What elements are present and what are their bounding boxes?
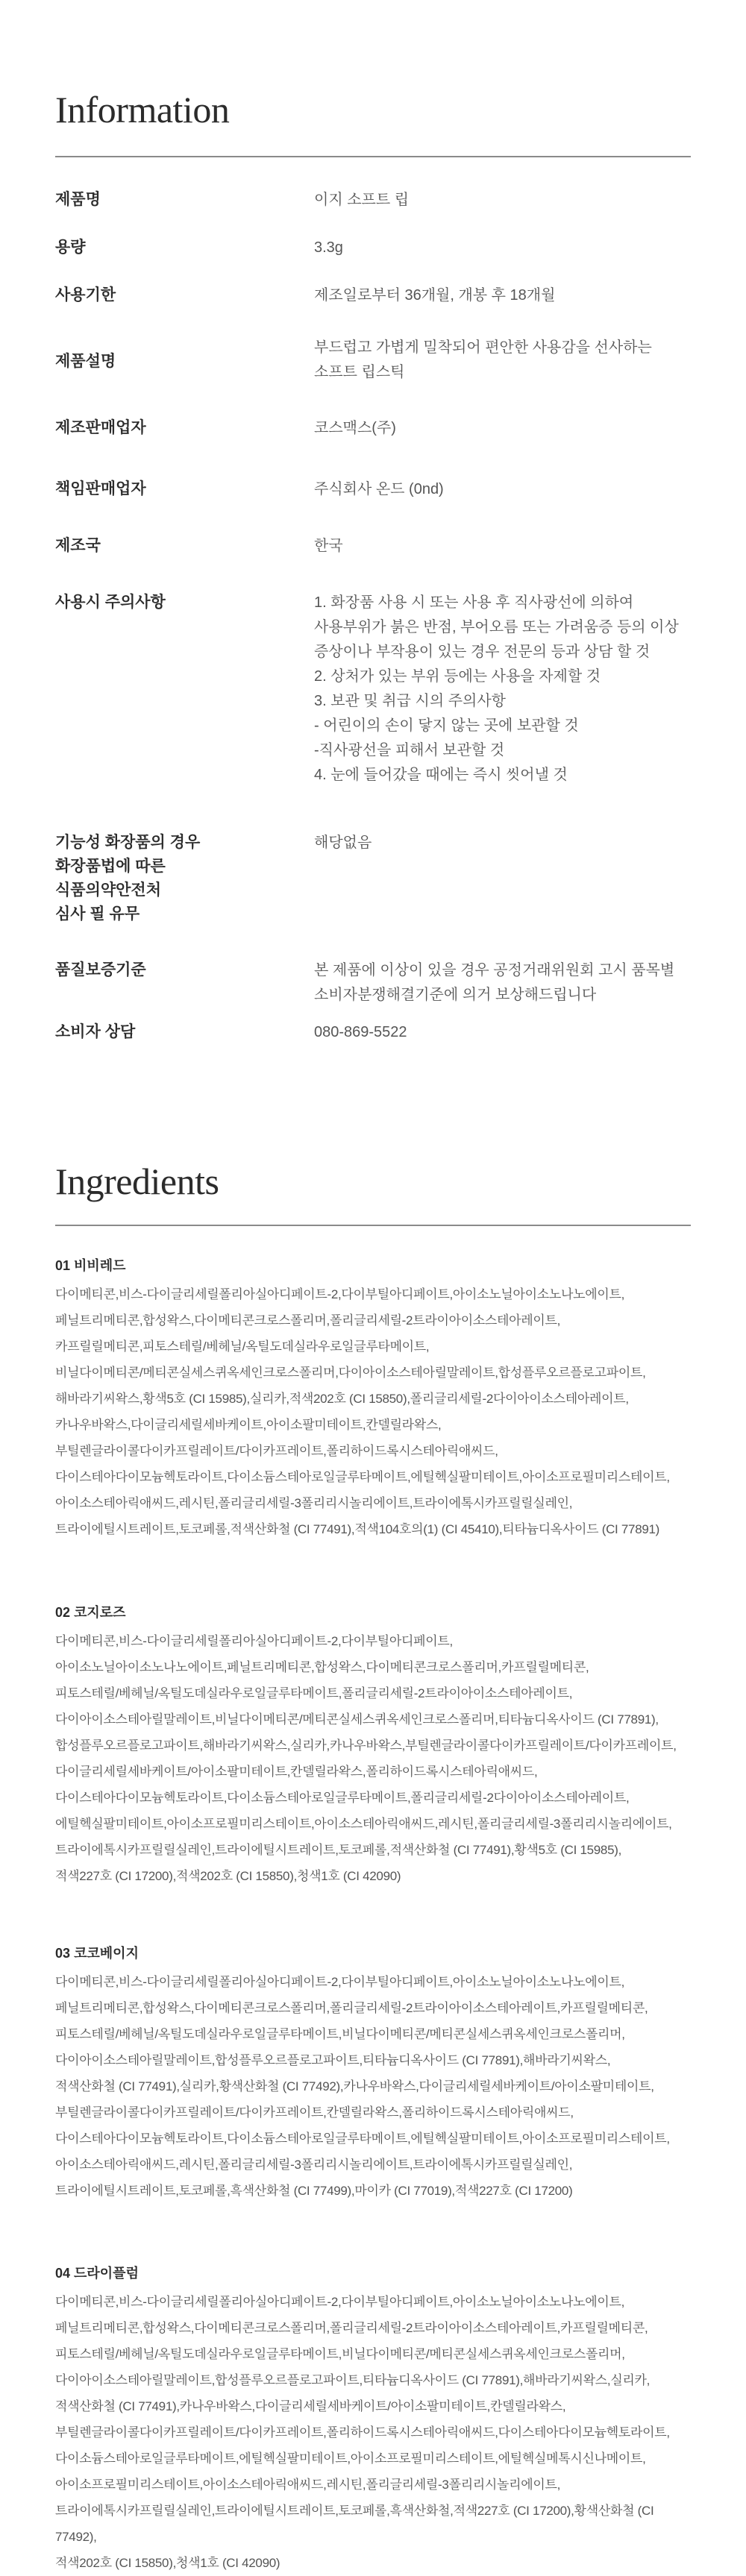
information-title: Information: [55, 89, 230, 131]
ingredient-item-dry-plum: [55, 2264, 691, 2576]
info-value: 본 제품에 이상이 있을 경우 공정거래위원회 고시 품목별 소비자분쟁해결기준에 의거 보상해드립니다: [314, 962, 675, 1003]
ingredients-divider: [55, 1225, 691, 1226]
info-value: 한국: [314, 538, 343, 554]
ingredient-item-bibi-red: [55, 1257, 691, 1542]
info-label: 용량: [55, 239, 86, 256]
ingredient-list: 다이메티콘,비스-다이글리세릴폴리아실아디페이트-2,다이부틸아디페이트, 아이소노닐아이소노나노에이트,페닐트리메티콘,합성왁스,다이메티콘크로스폴리머,카프릴릴메티콘, 피토스테릴/베헤닐/옥틸도데실라우로일글루타메이트,폴리글리세릴-2트라이아이소스테아레이트, 다이아이소스테아릴말레이트,비닐다이메티콘/메티콘실세스퀴옥세인크로스폴리머,티타늄디옥사이드 (CI 77891), 합성플루오르플로고파이트,해바라기씨왁스,실리카,카나우바왁스,부틸렌글라이콜다이카프릴레이트/다이카프레이트, 다이글리세릴세바케이트/아이소팔미테이트,칸델릴라왁스,폴리하이드록시스테아릭애씨드, 다이스테아다이모늄헥토라이트,다이소듐스테아로일글루타메이트,폴리글리세릴-2다이아이소스테아레이트, 에틸헥실팔미테이트,아이소프로필미리스테이트,아이소스테아릭애씨드,레시틴,폴리글리세릴-3폴리리시놀리에이트, 트라이에톡시카프릴릴실레인,트라이에틸시트레이트,토코페롤,적색산화철 (CI 77491),황색5호 (CI 15985), 적색227호 (CI 17200),적색202호 (CI 15850),청색1호 (CI 42090): [55, 1634, 677, 1883]
info-label: 제품명: [55, 191, 101, 208]
info-label: 제조국: [55, 537, 101, 554]
info-value: 코스맥스(주): [314, 420, 396, 436]
info-value: 080-869-5522: [314, 1024, 407, 1040]
info-label: 소비자 상담: [55, 1023, 136, 1040]
information-divider: [55, 156, 691, 157]
ingredient-item-coco-beige: [55, 1944, 691, 2204]
info-value: 이지 소프트 립: [314, 192, 410, 208]
info-value: 제조일로부터 36개월, 개봉 후 18개월: [314, 287, 556, 304]
info-label: 제조판매업자: [55, 419, 146, 436]
ingredient-shade-name: 04 드라이플럼: [55, 2266, 139, 2281]
ingredient-shade-name: 02 코지로즈: [55, 1605, 126, 1620]
info-value: 주식회사 온드 (0nd): [314, 481, 444, 497]
info-label: 제품설명: [55, 353, 116, 370]
ingredient-shade-name: 01 비비레드: [55, 1258, 126, 1273]
info-value: 1. 화장품 사용 시 또는 사용 후 직사광선에 의하여 사용부위가 붉은 반점, 부어오름 또는 가려움증 등의 이상 증상이나 부작용이 있는 경우 전문의 등과 상담 할 것 2. 상처가 있는 부위 등에는 사용을 자제할 것 3. 보관 및 취급 시의 주의사항 - 어린이의 손이 닿지 않는 곳에 보관할 것 -직사광선을 피해서 보관할 것 4. 눈에 들어갔을 때에는 즉시 씻어낼 것: [314, 594, 679, 783]
info-label: 기능성 화장품의 경우 화장품법에 따른 식품의약안전처 심사 필 유무: [55, 834, 201, 923]
ingredient-list: 다이메티콘,비스-다이글리세릴폴리아실아디페이트-2,다이부틸아디페이트,아이소노닐아이소노나노에이트, 페닐트리메티콘,합성왁스,다이메티콘크로스폴리머,폴리글리세릴-2트라이아이소스테아레이트, 카프릴릴메티콘,피토스테릴/베헤닐/옥틸도데실라우로일글루타메이트, 비닐다이메티콘/메티콘실세스퀴옥세인크로스폴리머,다이아이소스테아릴말레이트,합성플루오르플로고파이트, 해바라기씨왁스,황색5호 (CI 15985),실리카,적색202호 (CI 15850),폴리글리세릴-2다이아이소스테아레이트, 카나우바왁스,다이글리세릴세바케이트,아이소팔미테이트,칸델릴라왁스, 부틸렌글라이콜다이카프릴레이트/다이카프레이트,폴리하이드록시스테아릭애씨드, 다이스테아다이모늄헥토라이트,다이소듐스테아로일글루타메이트,에틸헥실팔미테이트,아이소프로필미리스테이트, 아이소스테아릭애씨드,레시틴,폴리글리세릴-3폴리리시놀리에이트,트라이에톡시카프릴릴실레인, 트라이에틸시트레이트,토코페롤,적색산화철 (CI 77491),적색104호의(1) (CI 45410),티타늄디옥사이드 (CI 77891): [55, 1287, 670, 1536]
info-value: 3.3g: [314, 239, 343, 256]
ingredients-title: Ingredients: [55, 1160, 219, 1202]
info-label: 사용기한: [55, 286, 116, 304]
info-value: 부드럽고 가볍게 밀착되어 편안한 사용감을 선사하는 소프트 립스틱: [314, 339, 652, 380]
info-label: 품질보증기준: [55, 961, 146, 978]
info-label: 책임판매업자: [55, 480, 146, 497]
info-value: 해당없음: [314, 835, 372, 851]
ingredient-shade-name: 03 코코베이지: [55, 1946, 139, 1961]
ingredient-list: 다이메티콘,비스-다이글리세릴폴리아실아디페이트-2,다이부틸아디페이트,아이소노닐아이소노나노에이트, 페닐트리메티콘,합성왁스,다이메티콘크로스폴리머,폴리글리세릴-2트라이아이소스테아레이트,카프릴릴메티콘, 피토스테릴/베헤닐/옥틸도데실라우로일글루타메이트,비닐다이메티콘/메티콘실세스퀴옥세인크로스폴리머, 다이아이소스테아릴말레이트,합성플루오르플로고파이트,티타늄디옥사이드 (CI 77891),해바라기씨왁스,실리카, 적색산화철 (CI 77491),카나우바왁스,다이글리세릴세바케이트/아이소팔미테이트,칸델릴라왁스, 부틸렌글라이콜다이카프릴레이트/다이카프레이트,폴리하이드록시스테아릭애씨드,다이스테아다이모늄헥토라이트, 다이소듐스테아로일글루타메이트,에틸헥실팔미테이트,아이소프로필미리스테이트,에틸헥실메톡시신나메이트, 아이소프로필미리스테이트,아이소스테아릭애씨드,레시틴,폴리글리세릴-3폴리리시놀리에이트, 트라이에톡시카프릴릴실레인,트라이에틸시트레이트,토코페롤,흑색산화철,적색227호 (CI 17200),황색산화철 (CI 77492), 적색202호 (CI 15850),청색1호 (CI 42090): [55, 2295, 670, 2570]
ingredient-item-cozy-rose: [55, 1603, 691, 1889]
info-label: 사용시 주의사항: [55, 594, 166, 611]
ingredient-list: 다이메티콘,비스-다이글리세릴폴리아실아디페이트-2,다이부틸아디페이트,아이소노닐아이소노나노에이트, 페닐트리메티콘,합성왁스,다이메티콘크로스폴리머,폴리글리세릴-2트라이아이소스테아레이트,카프릴릴메티콘, 피토스테릴/베헤닐/옥틸도데실라우로일글루타메이트,비닐다이메티콘/메티콘실세스퀴옥세인크로스폴리머, 다이아이소스테아릴말레이트,합성플루오르플로고파이트,티타늄디옥사이드 (CI 77891),해바라기씨왁스, 적색산화철 (CI 77491),실리카,황색산화철 (CI 77492),카나우바왁스,다이글리세릴세바케이트/아이소팔미테이트, 부틸렌글라이콜다이카프릴레이트/다이카프레이트,칸델릴라왁스,폴리하이드록시스테아릭애씨드, 다이스테아다이모늄헥토라이트,다이소듐스테아로일글루타메이트,에틸헥실팔미테이트,아이소프로필미리스테이트, 아이소스테아릭애씨드,레시틴,폴리글리세릴-3폴리리시놀리에이트,트라이에톡시카프릴릴실레인, 트라이에틸시트레이트,토코페롤,흑색산화철 (CI 77499),마이카 (CI 77019),적색227호 (CI 17200): [55, 1975, 670, 2198]
